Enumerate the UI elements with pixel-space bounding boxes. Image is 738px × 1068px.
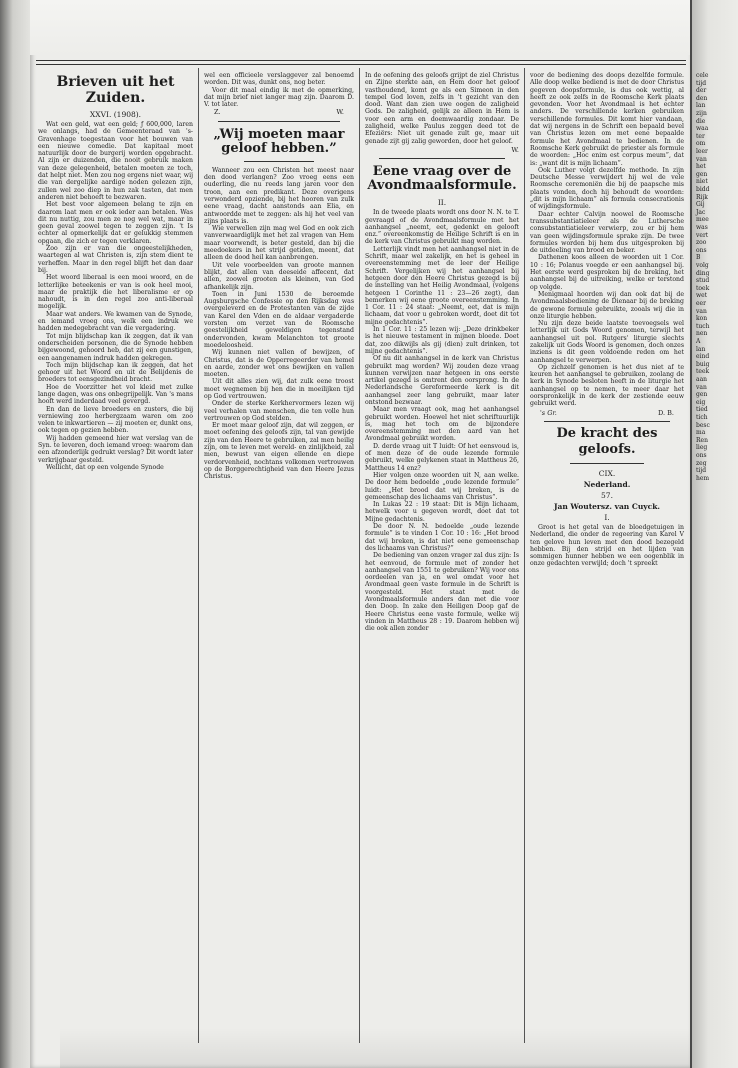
- adjacent-page-fragment: tied: [696, 406, 708, 414]
- adjacent-page-fragment: der: [696, 87, 707, 95]
- adjacent-page-fragment: van: [696, 155, 707, 163]
- column-2: [204, 72, 354, 481]
- title-underline: [570, 463, 644, 464]
- column-divider-3: [524, 68, 525, 1043]
- adjacent-page-fragment: stud: [696, 277, 710, 285]
- article-paragraph: Maar men vraagt ook, mag het aanhangsel gebruikt worden. Hoewel het niet schriftuurlijk is, mag het toch om de bijzondere overeenstemming met den aard van het Avondmaal gebruikt worden.: [365, 406, 519, 443]
- article-title-geloof: „Wij moeten maar geloof hebben.”: [213, 126, 345, 156]
- article-divider: [218, 121, 340, 122]
- adjacent-page-fragment: niet: [696, 178, 708, 186]
- article-paragraph: D. derde vraag uit T luidt: Of het eensvoud is, of men deze of de oude lezende formule gebruikt, welke gelykenen staat in Mattheus 26, Mattheus 14 enz?: [365, 442, 519, 472]
- adjacent-page-fragment: Jac: [696, 208, 706, 216]
- adjacent-page-fragment: tich: [696, 414, 708, 421]
- article-paragraph: Letterlijk vindt men het aanhangsel niet in de Schrift, maar wel zakelijk, en het is geheel in overeenstemming met de leer der Heilige Schrift. Vergelijken wij het aanhangsel bij hetgeen door den Heere Christus gezegd is bij de instelling van het Heilig Avondmaal, (volgens hetgeen 1 Corinthe 11 : 23—26 zegt), dan bemerken wij eene groote overeenstemming. In 1 Cor. 11 : 24 staat: „Neemt, eet, dat is mijn lichaam, dat voor u gebroken wordt, doet dit tot mijne gedachtenis”.: [365, 245, 519, 326]
- adjacent-page-fragment: teek: [696, 368, 710, 376]
- adjacent-page-fragment: gen: [696, 170, 708, 178]
- book-spine: [0, 0, 32, 1068]
- adjacent-page-fragment: Rijk: [696, 193, 708, 201]
- adjacent-page-fragment: leer: [696, 148, 708, 155]
- article-paragraph: voor de bediening des doops dezelfde formule. Alle doop welke bediend is met de door Christus gegeven doopsformule, is dus ook wettig, al heeft ze ook zelfs in de Roomsche Kerk plaats gevonden. Voor het Avondmaal is het echter anders. De verschillende kerken gebruiken verschillende formules. Dit komt hier vandaan, dat wij nergens in de Schrift een bepaald bevel van Christus lezen om met eene bepaalde formule het Avondmaal te bedienen. In de Roomsche Kerk gebruikt de priester als formule de woorden: „Hoc enim est corpus meum”, dat is: „want dit is mijn lichaam”.: [530, 72, 684, 167]
- article-paragraph: Wellicht, dat op een volgende Synode: [46, 463, 164, 471]
- column-divider-1: [198, 68, 199, 1043]
- adjacent-page-fragment: gen: [696, 391, 708, 399]
- article-paragraph: Maar wat anders. We kwamen van de Synode, en iemand vroeg ons, welk een indruk we hadden medegebracht van die vergadering.: [38, 310, 193, 333]
- adjacent-page-fragment: besc: [696, 421, 710, 429]
- article-title-kracht: De kracht des geloofs.: [556, 425, 658, 457]
- article-subtitle: XXVI. (1908).: [89, 110, 142, 119]
- article-title-brieven: Brieven uit het Zuiden.: [56, 74, 175, 106]
- newspaper-page: [30, 0, 690, 1068]
- article-paragraph: Uit vele voorbeelden van groote mannen blijkt, dat allen van deeseide affecent, dat allen, zoowel grooten als kleinen, van God afhankelijk zijn.: [204, 261, 354, 291]
- article-divider: [544, 421, 670, 422]
- article-paragraph: Groot is het getal van de bloedgetuigen in Nederland, die onder de regeering van Karel V ten gelove hun leven met den dood bezegeld hebben. Bij den strijd en het lijden van sommigen hunner hebben we een oogenblik in onze gedachten verwijld; doch 't spreekt: [530, 523, 684, 568]
- adjacent-page-fragment: ma: [696, 429, 706, 437]
- adjacent-page-fragment: bidd: [696, 186, 710, 193]
- article-paragraph: Ook Luther volgt dezelfde methode. In zijn Deutsche Messe verwijdert hij wel de vele Roomsche ceremoniën die bij de paapsche mis plaats vonden, doch hij behoudt de woorden: „dit is mijn lichaam” als formula consecrationis of wijdingsformule.: [530, 166, 684, 211]
- adjacent-page-fragment: die: [696, 117, 706, 125]
- adjacent-page-fragment: toek: [696, 284, 710, 292]
- adjacent-page-fragment: hem: [696, 474, 710, 482]
- article-paragraph: Tot mijn blijdschap kan ik zeggen, dat ik van onderscheiden personen, die de Synode hebben bijgewoond, gehoord heb, dat zij een gunstigen, een aangenamen indruk hadden gekregen.: [38, 332, 193, 362]
- signature-w: W.: [511, 145, 519, 154]
- adjacent-page-fragment: cele: [696, 72, 709, 79]
- article-paragraph: Wij kunnen niet vallen of bewijzen, of Christus, dat is de Opperregeerder van hemel en aarde, zonder wet ons bewijken en vallen moeten.: [204, 349, 354, 379]
- adjacent-page-fragment: het: [696, 163, 706, 171]
- adjacent-page-fragment: Gij: [696, 201, 705, 209]
- article-paragraph: De door N. N. bedoelde „oude lezende formule” is te vinden 1 Cor. 10 : 16: „Het brood dat wij breken, is dat niet eene gemeenschap des lichaams van Christus?”: [365, 523, 519, 552]
- adjacent-page-fragment: was: [696, 224, 708, 231]
- adjacent-page-fragment: ding: [696, 269, 710, 277]
- adjacent-page-fragment: tijd: [696, 467, 707, 475]
- header-rule-thin: [36, 64, 686, 65]
- adjacent-page-fragment: van: [696, 307, 707, 315]
- article-title-vraag: Eene vraag over de Avondmaalsformule.: [367, 164, 517, 194]
- article-paragraph: In 1 Cor. 11 : 25 lezen wij: „Deze drinkbeker is het nieuwe testament in mijnen bloede. Doet dat, zoo dikwijls als gij (dien) zult drinken, tot mijne gedachtenis”.: [365, 326, 519, 355]
- adjacent-page-edge: [692, 0, 738, 1068]
- adjacent-page-fragment: lan: [696, 345, 706, 353]
- adjacent-page-fragment: den: [696, 94, 708, 102]
- article-paragraph: Er moet maar geloof zijn, dat wil zeggen, er moet oefening des geloofs zijn, tal van gewijde zijn van den Heere te gebruiken, zal men heilig zijn, om te leven met wereld- en zinlijkheid, zal men, bewust van eigen ellende en diepe verdorvenheid, nochtans volkomen vertrouwen op de Borggerechtigheid van den Heere Jezus Christus.: [204, 422, 354, 481]
- article-paragraph: Toen in Juni 1530 de beroemde Augsburgsche Confessie op den Rijksdag was overgeleverd en de Protestanten van de zijde van Karel den Vden en de aldaar vergaderde vorsten om verzet van de Roomsche geestelijkheid geweldigen tegenstand ondervonden, kwam Melanchton tot groote moedeloosheid.: [204, 290, 354, 349]
- place-line: 's Gr.: [540, 408, 557, 417]
- signature-w: W.: [336, 108, 344, 117]
- column-3: [365, 72, 519, 632]
- adjacent-page-fragment: buig: [696, 360, 710, 368]
- article-paragraph: Het best voor algemeen belang te zijn en daarom laat men er ook ieder aan betalen. Was dit nu nuttig, zou men ze nog wel wat, maar in geen geval zoowel tegen te zeggen zijn. 't Is echter al opmerkelijk dat er gelukkig stemmen opgaan, die zich er tegen verklaren.: [38, 201, 193, 245]
- adjacent-page-fragment: waa: [696, 125, 709, 133]
- article-continuation: wel een officieele verslaggever zal benoemd worden. Dit was, dunkt ons, nog beter.: [204, 72, 354, 87]
- sequence-number: 57.: [601, 490, 613, 500]
- adjacent-page-fragment: ter: [696, 132, 705, 140]
- page-top-margin: [30, 0, 690, 55]
- adjacent-page-fragment: eer: [696, 300, 706, 307]
- article-continuation: Voor dit maal eindig ik met de opmerking, dat mijn brief niet langer mag zijn. Daarom D. V. tot later.: [204, 86, 354, 109]
- column-4: [530, 72, 684, 568]
- signature-z: Z.: [214, 108, 221, 117]
- article-divider: [379, 158, 505, 159]
- adjacent-page-fragment: van: [696, 383, 707, 391]
- adjacent-page-fragment: lieg: [696, 444, 708, 452]
- adjacent-page-fragment: zeg: [696, 459, 707, 467]
- article-paragraph: In de tweede plaats wordt ons door N. N. te T. gevraagd of de Avondmaalsformule met het aanhangsel „neemt, eet, gedenkt en gelooft enz.” overeenkomstig de Heilige Schrift is en in de kerk van Christus gebruikt mag worden.: [365, 209, 519, 246]
- article-paragraph: Hier volgen onze woorden uit N, aan welke. De door hem bedoelde „oude lezende formule” luidt: „Het brood dat wij breken, is de gemeenschap des lichaams van Christus”.: [365, 471, 519, 501]
- martyr-name: Jan Woutersz. van Cuyck.: [553, 501, 661, 511]
- adjacent-page-fragment: nen: [696, 330, 708, 338]
- article-paragraph: Wat een geld, wat een geld; ƒ 600,000, laren we onlangs, had de Gemeenteraad van 's-Gravenhage toegestaan voor het bouwen van een nieuwe comedie. Dat kapitaal moet natuurlijk door de burgerij worden opgebracht. Al zijn er duizenden, die nooit gebruik maken van deze gelegenheid, betalen moeten ze toch, dat helpt niet. Men zou nog ergens niet waar, wij die van dergelijke aardige noden gelezen zijn, zullen wel zoo diep in hun zak tasten, dat men anderen niet behoeft te bezwaren.: [38, 121, 193, 201]
- page-bottom-shade: [60, 1028, 690, 1068]
- article-paragraph: Menigmaal hoorden wij dan ook dat bij de Avondmaalsbediening de Dienaar bij de breking de gewone formule gebruikte, zooals wij die in onze liturgie hebben.: [530, 290, 684, 320]
- signature-db: D. B.: [658, 408, 674, 417]
- article-paragraph: Of nu dit aanhangsel in de kerk van Christus gebruikt mag worden? Wij zouden deze vraag kunnen verwijzen naar hetgeen in ons eerste artikel gezegd is omtrent den oorsprong. In de Nederlandsche Gereformeerde kerk is dit aanhangsel zeer lang gebruikt, maar later ontstond bezwaar.: [365, 355, 519, 406]
- article-paragraph: Wanneer zou een Christen het meest naar den dood verlangen? Zoo vroeg eens een ouderling, die nu reeds lang jaren voor den troon, aan een predikant. Deze overigens verwonderd opziende, bij het hooren van zulk eene vraag, dacht aanstonds aan Elia, en antwoordde met te zeggen: als hij het veel van zijns plaats is.: [204, 166, 354, 225]
- adjacent-page-fragment: vert: [696, 231, 709, 239]
- article-paragraph: Toch mijn blijdschap kan ik zeggen, dat het gehoor uit het Woord en uit de Belijdenis de broeders tot eensgezindheid bracht.: [38, 361, 193, 384]
- article-paragraph: Uit dit alles zien wij, dat zulk eene troost moet wegnemen bij hen die in moeilijken tijd op God vertrouwen.: [204, 378, 354, 400]
- article-roman-numeral: II.: [437, 198, 447, 208]
- article-paragraph: In de oefening des geloofs grijpt de ziel Christus en Zijne sterkte aan, en Hem door het geloof vasthoudend, komt ge als een Simeon in den tempel God loven, zelfs in 't gezicht van den dood. Want dan zien uwe oogen de zaligheid Gods. De zaligheid, gelijk ze alleen in Hem is voor een arm en doemwaardig zondaar. De zaligheid, welke Paulus zeggen deed tot de Efeziërs: Niet uit genade zult ge, maar uit genade zijt gij zalig geworden, door het geloof.: [365, 72, 519, 145]
- article-paragraph: Onder de sterke Kerkhervormers lezen wij veel verhalen van menschen, die ten volle hun vertrouwen op God stelden.: [204, 400, 354, 422]
- column-divider-2: [359, 68, 360, 1043]
- article-paragraph: Nu zijn deze beide laatste toevoegsels wel letterlijk uit Gods Woord genomen, terwijl het aanhangsel uit pol. Rutgers' liturgie slechts zakelijk uit Gods Woord is genomen, doch onzes inziens is dit geen voldoende reden om het aanhangsel te verwerpen.: [530, 320, 684, 364]
- article-paragraph: Zoo zijn er van die ongeestelijkheden, waartegen al wat Christen is, zijn stem dient te verheffen. Maar in den regel blijft het dan daar bij.: [38, 245, 193, 274]
- article-paragraph: En dan de lieve broeders en zusters, die bij verniewing zoo herbergzaam waren om zoo velen te inkwartieren — zij moeten er, dunkt ons, ook tegen op gezien hebben.: [38, 405, 193, 435]
- adjacent-page-fragment: ons: [696, 452, 707, 459]
- adjacent-page-fragment: A: [696, 338, 701, 345]
- adjacent-page-fragment: om: [696, 140, 706, 148]
- series-number: CIX.: [598, 468, 616, 478]
- adjacent-page-fragment: ons: [696, 246, 707, 254]
- article-paragraph: Dathenen koos alleen de woorden uit 1 Cor. 10 : 16; Polanus voegde er een aanhangsel bij. Het eerste werd gesproken bij de breking, het aanhangsel bij de uitreiking, welke er terstond op volgde.: [530, 254, 684, 291]
- column-1: [38, 72, 193, 471]
- article-paragraph: Het woord liberaal is een mooi woord, en de letterlijke beteekenis er van is ook heel mooi, maar de praktijk die het liberalisme er op nahoudt, is in den regel zoo anti-liberaal mogelijk.: [38, 274, 193, 311]
- adjacent-page-fragment: kon: [696, 315, 708, 323]
- adjacent-page-fragment: tijd: [696, 79, 707, 87]
- adjacent-page-fragment: B: [696, 254, 701, 262]
- article-paragraph: De bediening van onzen vrager zal dus zijn: Is het eenvoud, de formule met of zonder het aanhangsel van 1551 te gebruiken? Wij voor ons oordeelen van ja, en wel omdat voor het Avondmaal geen vaste formule in de Schrift is voorgesteld. Het staat met de Avondmaalsformule anders dan met die voor den Doop. In zake den Heiligen Doop gaf de Heere Christus eene vaste formule, welke wij vinden in Mattheus 28 : 19. Daarom hebben wij die ook allen zonder: [365, 552, 519, 633]
- country-heading: Nederland.: [583, 479, 631, 489]
- adjacent-page-fragment: zijn: [696, 110, 707, 117]
- adjacent-page-fragment: lan: [696, 102, 706, 110]
- adjacent-page-fragment: eind: [696, 353, 710, 361]
- article-paragraph: In Lukas 22 : 19 staat: Dit is Mijn lichaam, hetwelk voor u gegeven wordt, doet dat tot Mijne gedachtenis.: [365, 501, 519, 523]
- article-paragraph: Hoe de Voorzitter het vol kleid met zulke lange dagen, was ons onbegrijpelijk. Van 's mans hooft werd inderdaad veel gevergd.: [38, 383, 193, 406]
- header-rule: [36, 60, 686, 61]
- article-paragraph: Op zichzelf genomen is het dus niet af te keuren het aanhangsel te gebruiken, zoolang de kerk in Synode besloten heeft in de liturgie het aanhangsel op te nemen, te meer daar het oorspronkelijk in de kerk der zestiende eeuw gebruikt werd.: [530, 363, 684, 408]
- part-number: I.: [604, 512, 610, 522]
- adjacent-page-fragment: mee: [696, 216, 709, 224]
- adjacent-page-fragment: wet: [696, 292, 708, 300]
- adjacent-page-fragment: volg: [696, 262, 709, 269]
- adjacent-page-fragment: Ren: [696, 436, 708, 444]
- adjacent-page-fragment: eig: [696, 398, 706, 406]
- article-paragraph: Wie verwellen zijn mag wel God en ook zich vanverwaardiglijk met het zal vragen van Hem maar voorwendt, is beter gesteld, dan bij die meedoekers in het strijd getiden, meent, dat alleen de dood heil kan aanbrengen.: [204, 225, 354, 262]
- adjacent-page-fragment: tuch: [696, 322, 710, 330]
- article-paragraph: Wij hadden gemeend hier wat verslag van de Syn. te leveren, doch iemand vroeg: waarom dan een afzonderlijk gedrukt verslag? Dit wordt later verkrijgbaar gesteld.: [38, 434, 193, 464]
- adjacent-page-fragment: zoo: [696, 239, 707, 247]
- title-underline: [244, 161, 314, 162]
- article-paragraph: Daar echter Calvijn noowel de Roomsche transsubstantiatieleer als de Luthersche consubstantiatieleer verwierp, zou er bij hem van geen wijdingsformule sprake zijn. De twee formules worden bij hem dus uitgesproken bij de uitdeeling van brood en beker.: [530, 210, 684, 255]
- adjacent-page-fragment: aan: [696, 376, 708, 383]
